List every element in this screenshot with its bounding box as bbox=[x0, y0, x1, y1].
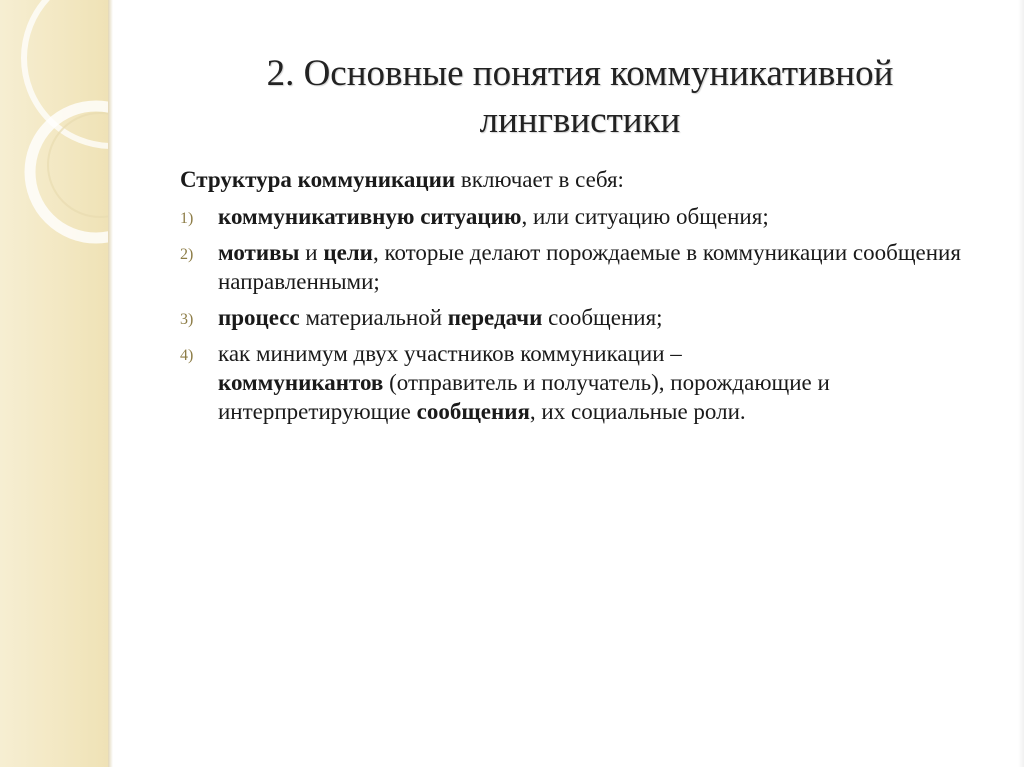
list-number-1: 1) bbox=[180, 210, 194, 227]
list-number-3: 3) bbox=[180, 311, 194, 328]
item-1-bold: коммуникативную ситуацию bbox=[218, 204, 522, 229]
item-2-bold-2: цели bbox=[323, 240, 373, 265]
list-item-3 bbox=[180, 303, 990, 332]
item-2-text-1: и bbox=[299, 240, 324, 265]
list-item-2 bbox=[180, 238, 990, 296]
slide-title-line-2: лингвистики bbox=[479, 100, 681, 141]
intro-text: включает в себя: bbox=[455, 167, 624, 192]
slide-title bbox=[150, 50, 1010, 144]
intro-bold-text: Структура коммуникации bbox=[180, 167, 456, 192]
slide-body bbox=[180, 165, 990, 433]
list-number-2: 2) bbox=[180, 246, 194, 263]
list-item-4 bbox=[180, 339, 990, 426]
list-number-4: 4) bbox=[180, 347, 194, 364]
band-edge-shadow bbox=[108, 0, 113, 767]
item-2-text-2: , которые делают порождаемые в коммуникации сообщения направленными; bbox=[218, 240, 961, 294]
item-1-text: , или ситуацию общения; bbox=[521, 204, 769, 229]
item-4-bold-1: коммуникантов bbox=[218, 370, 384, 395]
right-edge-shadow bbox=[1018, 0, 1024, 767]
item-3-text-2: сообщения; bbox=[542, 305, 663, 330]
item-3-text-1: материальной bbox=[299, 305, 448, 330]
item-4-text-1: (отправитель и получатель), порождающие и интерпретирующие bbox=[218, 370, 830, 424]
item-4-text-0: как минимум двух участников коммуникации – bbox=[218, 341, 682, 366]
intro-paragraph bbox=[180, 165, 990, 194]
item-4-bold-2: сообщения bbox=[416, 399, 530, 424]
slide-title-line-1: 2. Основные понятия коммуникативной bbox=[266, 53, 894, 94]
list-item-1 bbox=[180, 202, 990, 231]
item-3-bold-2: передачи bbox=[447, 305, 543, 330]
item-3-bold-1: процесс bbox=[218, 305, 300, 330]
item-2-bold-1: мотивы bbox=[218, 240, 300, 265]
decorative-side-band bbox=[0, 0, 108, 767]
item-4-text-2: , их социальные роли. bbox=[529, 399, 746, 424]
decorative-circles bbox=[0, 0, 108, 767]
structure-list bbox=[180, 202, 990, 426]
